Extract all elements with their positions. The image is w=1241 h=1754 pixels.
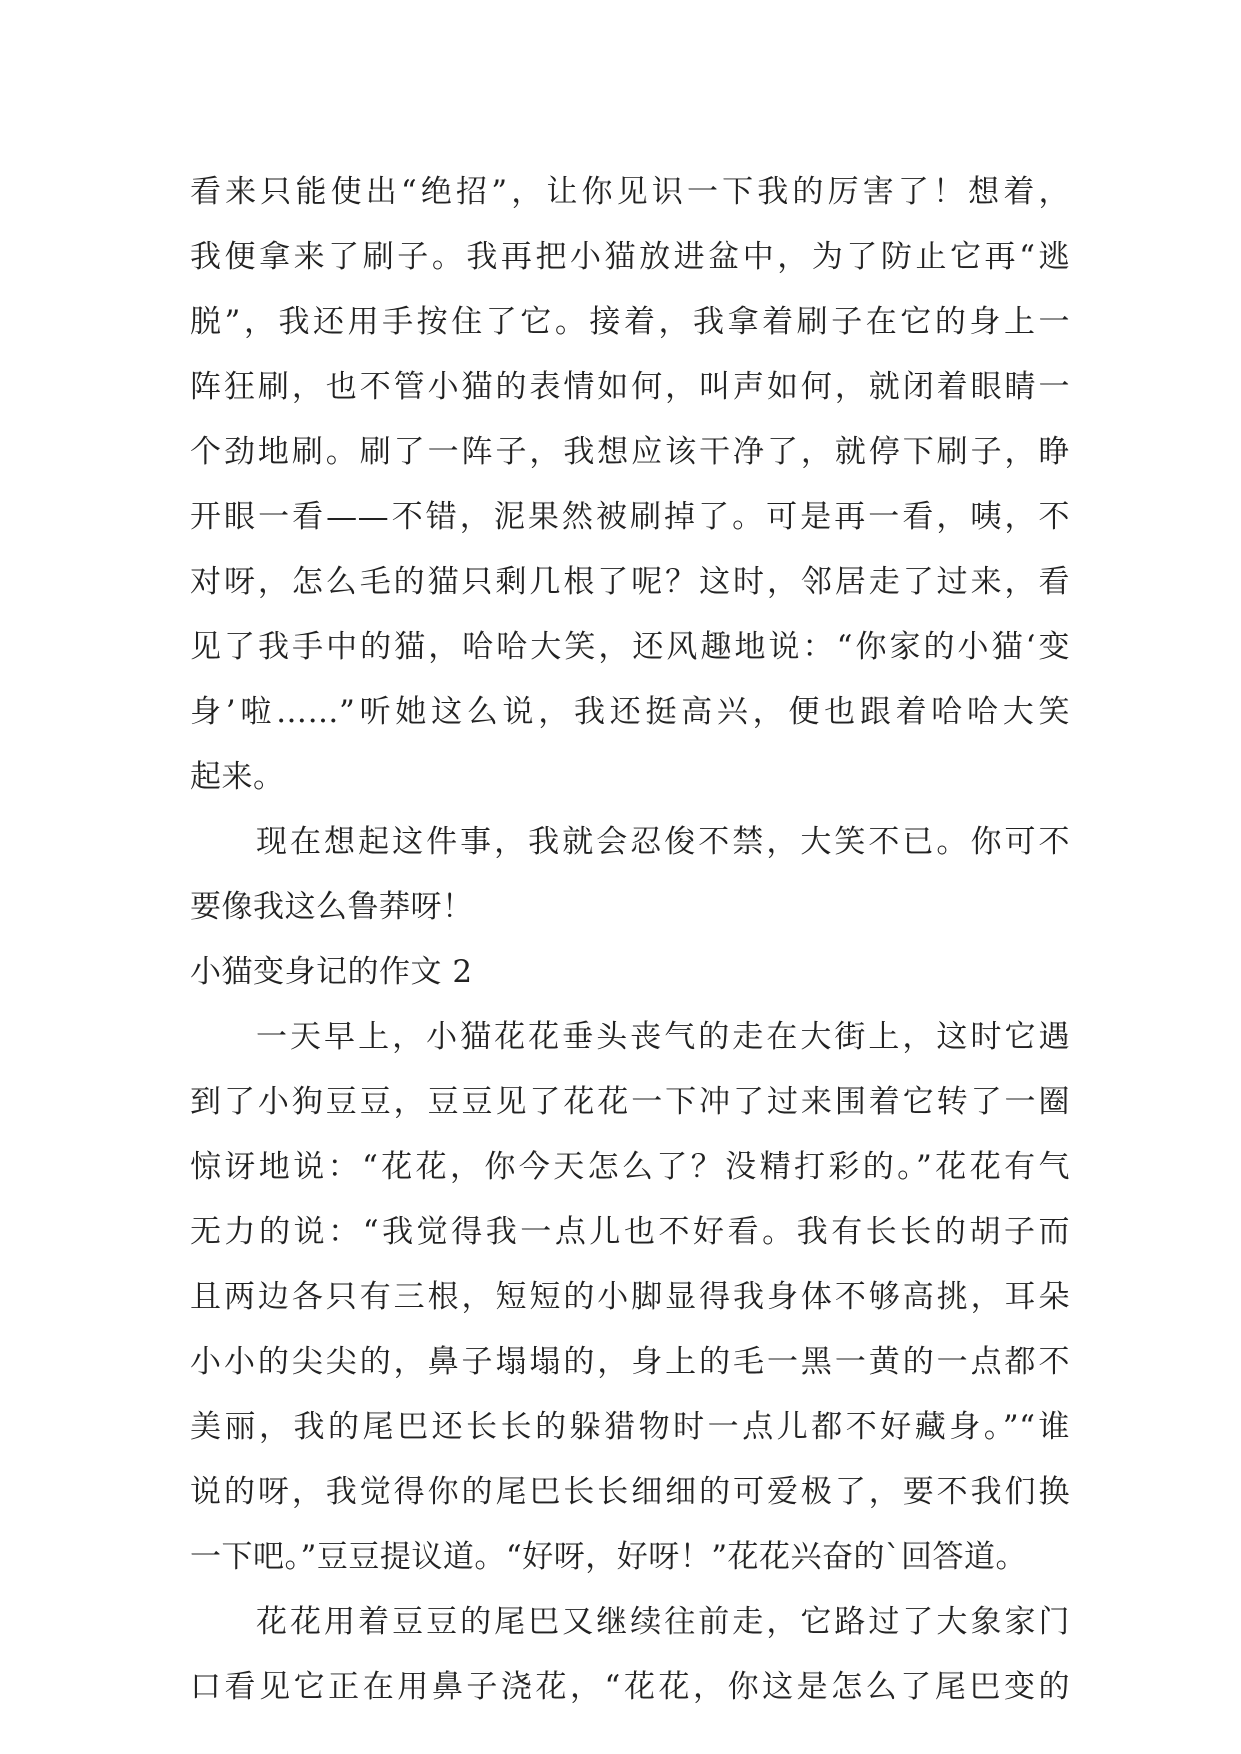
text-line: 且两边各只有三根，短短的小脚显得我身体不够高挑，耳朵 [190, 1279, 1070, 1315]
text-line: 我便拿来了刷子。我再把小猫放进盆中，为了防止它再“逃 [190, 239, 1070, 275]
text-line: 开眼一看——不错，泥果然被刷掉了。可是再一看，咦，不 [190, 499, 1070, 535]
paragraph-1 [190, 160, 1070, 810]
text-line: 看来只能使出“绝招”，让你见识一下我的厉害了！想着， [190, 174, 1070, 210]
text-line: 美丽，我的尾巴还长长的躲猎物时一点儿都不好藏身。”“谁 [190, 1409, 1070, 1445]
paragraph-2 [190, 810, 1070, 940]
text-line: 无力的说：“我觉得我一点儿也不好看。我有长长的胡子而 [190, 1214, 1070, 1250]
text-line: 身’啦……”听她这么说，我还挺高兴，便也跟着哈哈大笑 [190, 694, 1070, 730]
text-line: 花花用着豆豆的尾巴又继续往前走，它路过了大象家门 [256, 1604, 1070, 1640]
text-line: 个劲地刷。刷了一阵子，我想应该干净了，就停下刷子，睁 [190, 434, 1070, 470]
text-line: 一天早上，小猫花花垂头丧气的走在大街上，这时它遇 [256, 1019, 1070, 1055]
text-line: 口看见它正在用鼻子浇花，“花花，你这是怎么了尾巴变的 [190, 1669, 1070, 1705]
text-line: 现在想起这件事，我就会忍俊不禁，大笑不已。你可不 [256, 824, 1070, 860]
text-line: 对呀，怎么毛的猫只剩几根了呢？这时，邻居走了过来，看 [190, 564, 1070, 600]
document-body [190, 160, 1070, 1720]
paragraph-3 [190, 1005, 1070, 1590]
text-line: 阵狂刷，也不管小猫的表情如何，叫声如何，就闭着眼睛一 [190, 369, 1070, 405]
text-line: 脱”，我还用手按住了它。接着，我拿着刷子在它的身上一 [190, 304, 1070, 340]
paragraph-4 [190, 1590, 1070, 1720]
text-line: 小小的尖尖的，鼻子塌塌的，身上的毛一黑一黄的一点都不 [190, 1344, 1070, 1380]
text-line: 惊讶地说：“花花，你今天怎么了？没精打彩的。”花花有气 [190, 1149, 1070, 1185]
text-line: 见了我手中的猫，哈哈大笑，还风趣地说：“你家的小猫‘变 [190, 629, 1070, 665]
text-line: 起来。 [190, 759, 285, 795]
text-line: 一下吧。”豆豆提议道。“好呀，好呀！”花花兴奋的`回答道。 [190, 1539, 1028, 1575]
text-line: 说的呀，我觉得你的尾巴长长细细的可爱极了，要不我们换 [190, 1474, 1070, 1510]
section-heading: 小猫变身记的作文 2 [190, 954, 473, 990]
text-line: 到了小狗豆豆，豆豆见了花花一下冲了过来围着它转了一圈 [190, 1084, 1070, 1120]
text-line: 要像我这么鲁莽呀！ [190, 889, 474, 925]
